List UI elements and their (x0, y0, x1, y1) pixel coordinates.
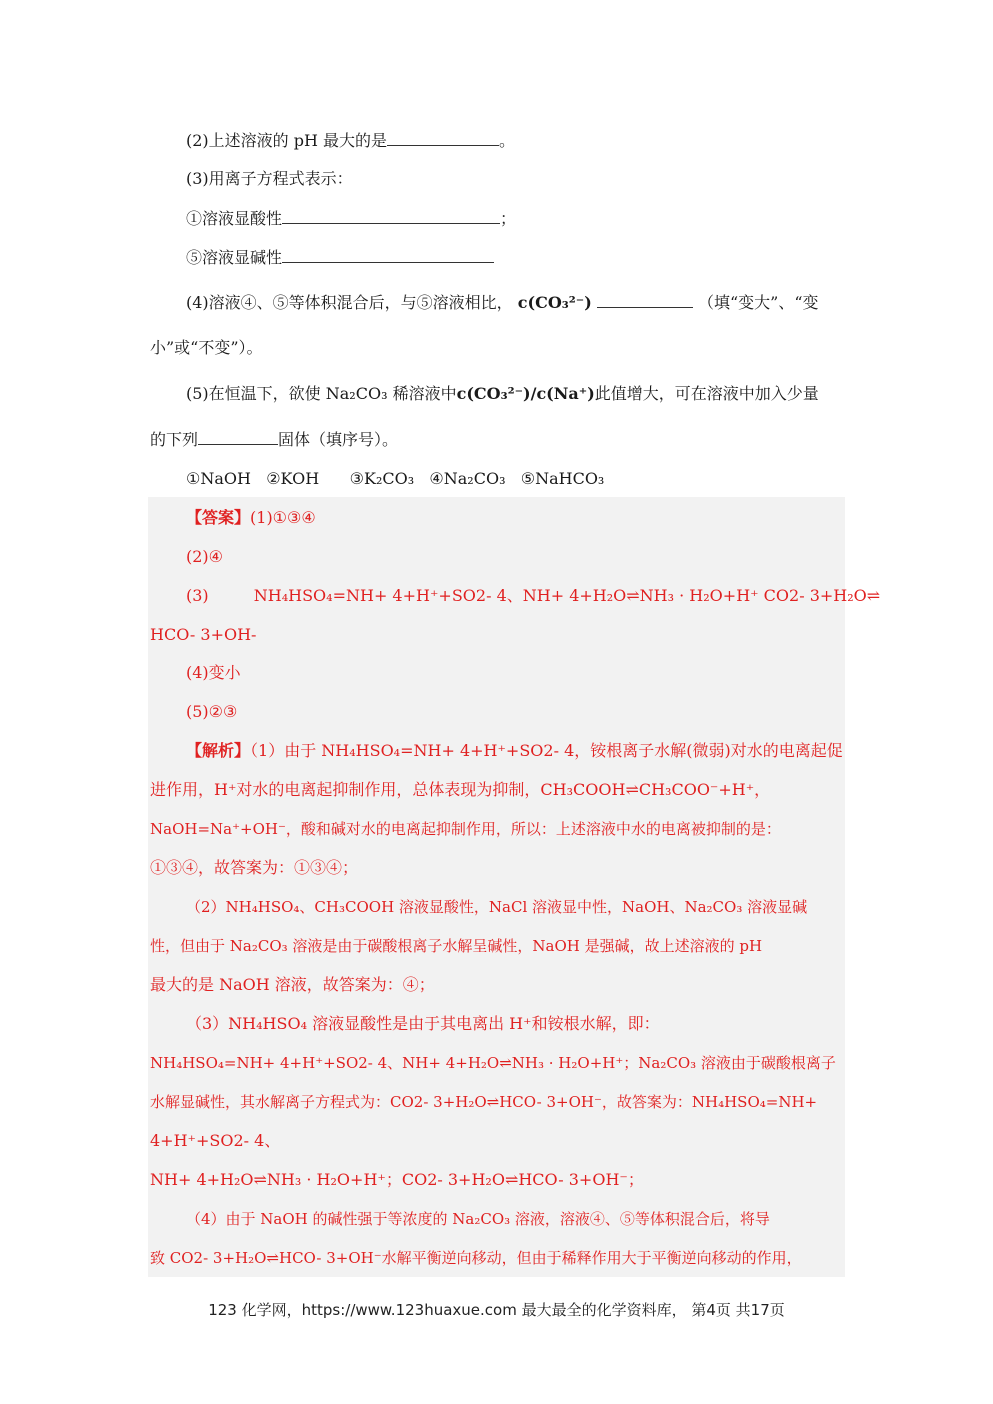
analysis-p2-l2: 性，但由于 Na₂CO₃ 溶液是由于碳酸根离子水解呈碱性，NaOH 是强碱，故上述溶液的 pH (150, 937, 763, 955)
answer-3-line2: HCO- 3+OH- (150, 625, 257, 644)
analysis-label: 【解析】 (186, 741, 251, 760)
punct: ； (500, 209, 517, 228)
analysis-p1-l1 (186, 740, 843, 762)
analysis-p3-l2: NH₄HSO₄=NH+ 4+H⁺+SO2- 4、NH+ 4+H₂O⇌NH₃ · H₂O+H⁺；Na₂CO₃ 溶液由于碳酸根离子 (150, 1054, 836, 1072)
answer-panel (148, 497, 845, 1277)
question-4-text: (4)溶液④、⑤等体积混合后，与⑤溶液相比， (186, 293, 513, 312)
analysis-p4-l1: （4）由于 NaOH 的碱性强于等浓度的 Na₂CO₃ 溶液，溶液④、⑤等体积混合后，将导 (186, 1210, 770, 1228)
analysis-text: （1）由于 NH₄HSO₄=NH+ 4+H⁺+SO2- 4，铵根离子水解(微弱)对水的电离起促 (250, 741, 843, 760)
answer-blank (387, 129, 499, 146)
analysis-p3-l4: 4+H⁺+SO2- 4、 (150, 1131, 281, 1150)
answer-1-text: (1)①③④ (250, 508, 316, 527)
answer-3 (186, 585, 880, 607)
question-5-text: (5)在恒温下，欲使 Na₂CO₃ 稀溶液中 (186, 384, 457, 403)
question-3-5 (186, 246, 494, 269)
question-4-text-b: （填“变大”、“变 (697, 293, 819, 312)
analysis-p4-l2: 致 CO2- 3+H₂O⇌HCO- 3+OH⁻水解平衡逆向移动，但由于稀释作用大于平衡逆向移动的作用， (150, 1249, 802, 1267)
analysis-p1-l4: ①③④，故答案为：①③④； (150, 858, 359, 877)
question-4-cont: 小”或“不变”）。 (150, 338, 263, 357)
punct: 。 (499, 131, 516, 150)
question-5-cont (150, 428, 398, 451)
analysis-p1-l3: NaOH=Na⁺+OH⁻，酸和碱对水的电离起抑制作用，所以：上述溶液中水的电离被抑制的是： (150, 820, 781, 838)
answer-5: (5)②③ (186, 702, 238, 721)
question-2 (186, 129, 515, 152)
answer-1 (186, 507, 316, 529)
question-5-text-c: 的下列 (150, 430, 199, 449)
question-4 (186, 291, 819, 314)
analysis-p1-l2: 进作用，H⁺对水的电离起抑制作用，总体表现为抑制，CH₃COOH⇌CH₃COO⁻+H⁺， (150, 780, 771, 799)
answer-blank (198, 428, 278, 445)
question-2-text: (2)上述溶液的 pH 最大的是 (186, 131, 388, 150)
question-5-text-d: 固体（填序号）。 (278, 430, 399, 449)
answer-4: (4)变小 (186, 663, 241, 682)
page-footer: 123 化学网，https://www.123huaxue.com 最大最全的化学资料库， 第4页 共17页 (208, 1301, 785, 1319)
answer-3-line1: NH₄HSO₄=NH+ 4+H⁺+SO2- 4、NH+ 4+H₂O⇌NH₃ · H₂O+H⁺ CO2- 3+H₂O⇌ (253, 586, 881, 605)
question-5-options: ①NaOH ②KOH ③K₂CO₃ ④Na₂CO₃ ⑤NaHCO₃ (186, 469, 605, 488)
analysis-p2-l3: 最大的是 NaOH 溶液，故答案为：④； (150, 975, 435, 994)
analysis-p3-l1: （3）NH₄HSO₄ 溶液显酸性是由于其电离出 H⁺和铵根水解，即： (186, 1014, 660, 1033)
answer-blank (282, 246, 494, 263)
answer-3-label: (3) (186, 586, 209, 605)
question-5 (186, 383, 819, 405)
math-expression: c(CO₃²⁻)/c(Na⁺) (456, 384, 595, 403)
answer-blank (282, 207, 500, 224)
question-3-1-text: ①溶液显酸性 (186, 209, 283, 228)
question-3-1 (186, 207, 516, 230)
question-5-text-b: 此值增大，可在溶液中加入少量 (594, 384, 819, 403)
answer-blank (597, 291, 693, 308)
math-expression: c(CO₃²⁻) (517, 293, 592, 312)
analysis-p3-l5: NH+ 4+H₂O⇌NH₃ · H₂O+H⁺；CO2- 3+H₂O⇌HCO- 3+OH⁻； (150, 1170, 644, 1189)
analysis-p3-l3: 水解显碱性，其水解离子方程式为：CO2- 3+H₂O⇌HCO- 3+OH⁻，故答案为：NH₄HSO₄=NH+ (150, 1093, 818, 1111)
question-3: (3)用离子方程式表示： (186, 169, 353, 188)
answer-label: 【答案】 (186, 508, 251, 527)
analysis-p2-l1: （2）NH₄HSO₄、CH₃COOH 溶液显酸性，NaCl 溶液显中性，NaOH、Na₂CO₃ 溶液显碱 (186, 898, 808, 916)
question-3-5-text: ⑤溶液显碱性 (186, 248, 283, 267)
answer-2: (2)④ (186, 547, 224, 566)
